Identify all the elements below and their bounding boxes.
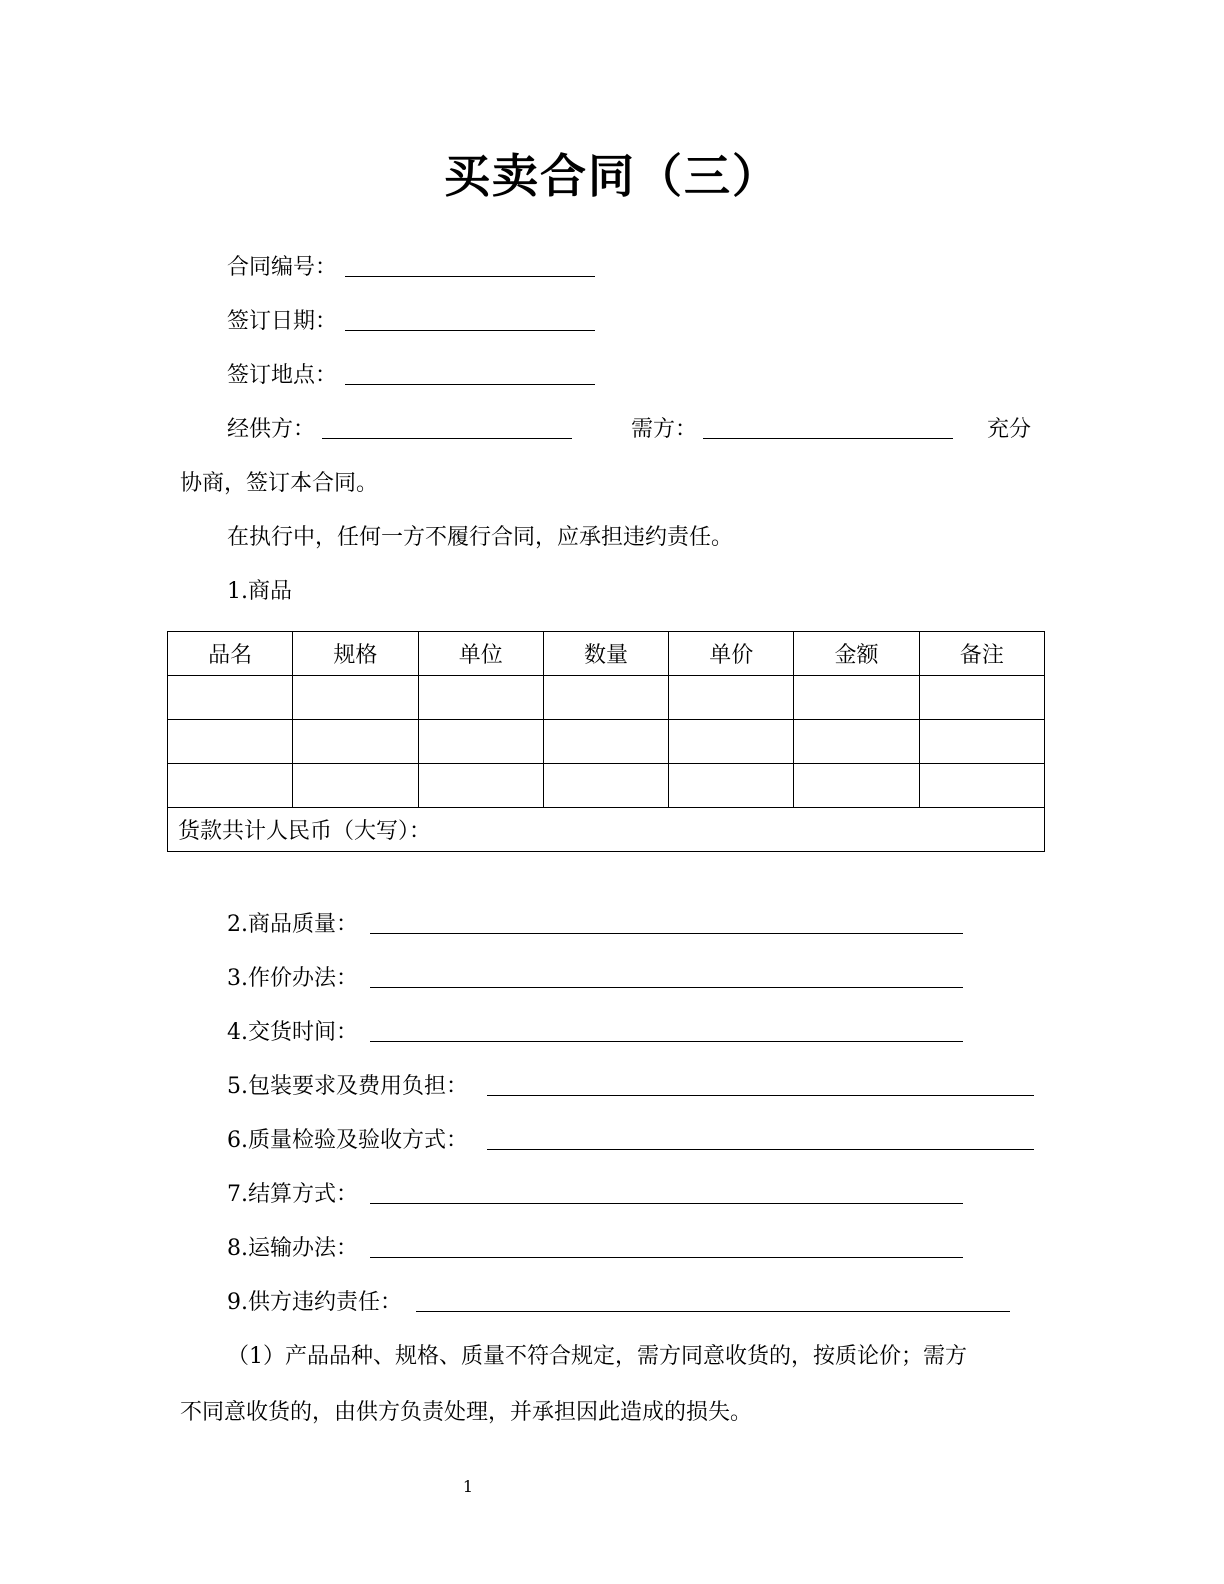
clause-pricing-label: 3.作价办法： <box>227 966 358 991</box>
table-row <box>168 720 1045 764</box>
clause-settlement-blank[interactable] <box>370 1203 963 1204</box>
total-amount-cell[interactable]: 货款共计人民币（大写）： <box>168 808 1045 852</box>
table-cell[interactable] <box>418 676 543 720</box>
table-cell[interactable] <box>794 764 919 808</box>
table-cell[interactable] <box>293 720 418 764</box>
contract-number-blank[interactable] <box>345 276 595 277</box>
table-cell[interactable] <box>293 764 418 808</box>
sign-date-blank[interactable] <box>345 330 595 331</box>
clause-quality-label: 2.商品质量： <box>227 912 358 937</box>
table-cell[interactable] <box>794 676 919 720</box>
parties-continuation-text: 协商，签订本合同。 <box>180 471 379 496</box>
column-header-name: 品名 <box>168 632 293 676</box>
buyer-blank[interactable] <box>703 438 953 439</box>
clause-packaging-blank[interactable] <box>487 1095 1034 1096</box>
sign-date-label: 签订日期： <box>227 309 338 334</box>
clause-quality-blank[interactable] <box>370 933 963 934</box>
supplier-label: 经供方： <box>227 417 316 442</box>
table-cell[interactable] <box>418 764 543 808</box>
table-header-row <box>168 632 1045 676</box>
supplier-blank[interactable] <box>322 438 572 439</box>
table-cell[interactable] <box>543 676 668 720</box>
column-header-remarks: 备注 <box>919 632 1044 676</box>
table-cell[interactable] <box>168 676 293 720</box>
penalty-clause-1-line1: （1）产品品种、规格、质量不符合规定，需方同意收货的，按质论价；需方 <box>227 1344 967 1369</box>
table-cell[interactable] <box>919 764 1044 808</box>
column-header-spec: 规格 <box>293 632 418 676</box>
table-cell[interactable] <box>919 676 1044 720</box>
clause-delivery-time-blank[interactable] <box>370 1041 963 1042</box>
table-cell[interactable] <box>293 676 418 720</box>
table-cell[interactable] <box>794 720 919 764</box>
table-cell[interactable] <box>418 720 543 764</box>
document-title: 买卖合同（三） <box>444 149 780 203</box>
penalty-clause-1-line2: 不同意收货的，由供方负责处理，并承担因此造成的损失。 <box>180 1400 753 1425</box>
table-total-row <box>168 808 1045 852</box>
table-cell[interactable] <box>168 764 293 808</box>
sign-place-blank[interactable] <box>345 384 595 385</box>
clause-settlement-label: 7.结算方式： <box>227 1182 358 1207</box>
buyer-label: 需方： <box>631 417 698 442</box>
table-row <box>168 764 1045 808</box>
page-number: 1 <box>462 1477 474 1496</box>
section-goods-heading: 1.商品 <box>227 579 292 604</box>
column-header-quantity: 数量 <box>543 632 668 676</box>
preamble-text: 在执行中，任何一方不履行合同，应承担违约责任。 <box>227 525 734 550</box>
table-cell[interactable] <box>669 720 794 764</box>
clause-packaging-label: 5.包装要求及费用负担： <box>227 1074 468 1099</box>
contract-number-label: 合同编号： <box>227 255 338 280</box>
table-cell[interactable] <box>669 764 794 808</box>
table-row <box>168 676 1045 720</box>
table-cell[interactable] <box>168 720 293 764</box>
sign-place-label: 签订地点： <box>227 363 338 388</box>
table-cell[interactable] <box>669 676 794 720</box>
clause-delivery-time-label: 4.交货时间： <box>227 1020 358 1045</box>
clause-transport-label: 8.运输办法： <box>227 1236 358 1261</box>
clause-pricing-blank[interactable] <box>370 987 963 988</box>
clause-supplier-liability-label: 9.供方违约责任： <box>227 1290 402 1315</box>
column-header-unit: 单位 <box>418 632 543 676</box>
parties-tail-text: 充分 <box>987 417 1032 442</box>
column-header-unit-price: 单价 <box>669 632 794 676</box>
clause-inspection-blank[interactable] <box>487 1149 1034 1150</box>
table-cell[interactable] <box>543 764 668 808</box>
table-cell[interactable] <box>543 720 668 764</box>
goods-table <box>167 631 1045 852</box>
clause-transport-blank[interactable] <box>370 1257 963 1258</box>
column-header-amount: 金额 <box>794 632 919 676</box>
clause-inspection-label: 6.质量检验及验收方式： <box>227 1128 468 1153</box>
table-cell[interactable] <box>919 720 1044 764</box>
clause-supplier-liability-blank[interactable] <box>416 1311 1010 1312</box>
